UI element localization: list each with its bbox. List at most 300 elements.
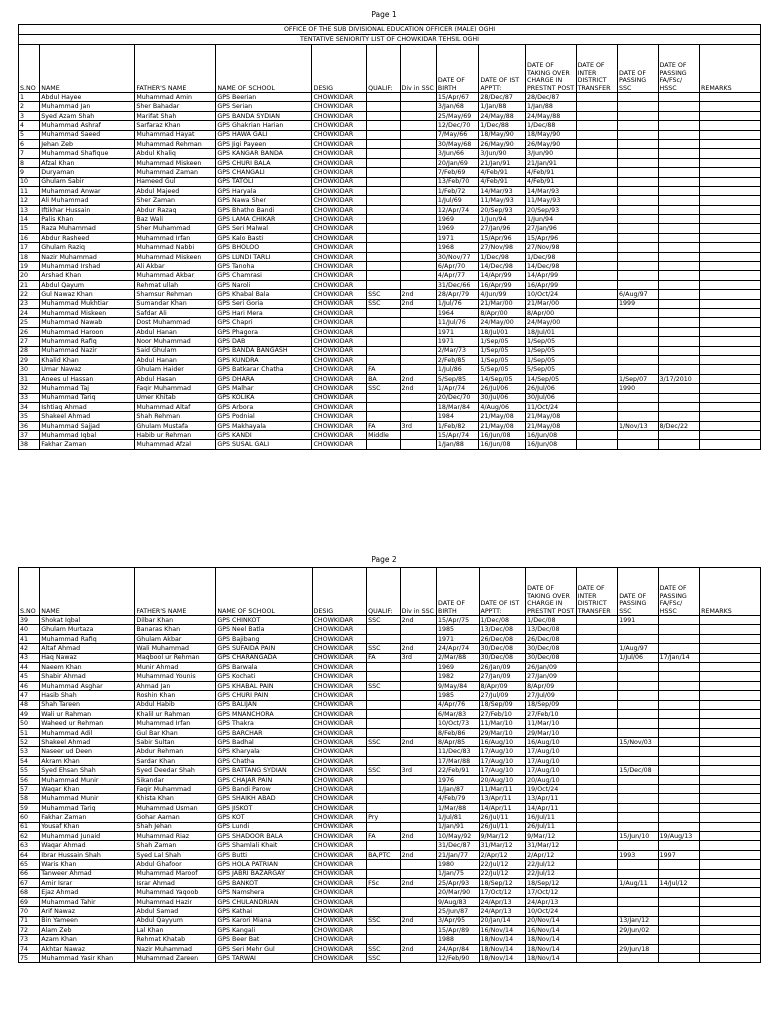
cell-date-of-birth: 2/Mar/88 bbox=[437, 653, 480, 662]
cell-name: Fakhar Zaman bbox=[40, 440, 135, 449]
column-header-sno: S.NO bbox=[19, 45, 40, 93]
cell-father-name: Sarfaraz Khan bbox=[135, 121, 216, 130]
column-header-remarks: REMARKS bbox=[700, 45, 761, 93]
cell-ssc-division bbox=[400, 412, 436, 421]
cell-date-of-birth: 9/Aug/83 bbox=[437, 897, 480, 906]
cell-charge-taking-date: 22/Jul/12 bbox=[526, 860, 577, 869]
cell-ssc-division bbox=[400, 130, 436, 139]
cell-designation: CHOWKIDAR bbox=[312, 308, 367, 317]
table-row bbox=[19, 691, 761, 700]
cell-remarks bbox=[700, 907, 761, 916]
cell-designation: CHOWKIDAR bbox=[312, 738, 367, 747]
cell-father-name: Banaras Khan bbox=[135, 625, 216, 634]
cell-date-of-birth: 1988 bbox=[437, 935, 480, 944]
cell-school-name: GPS CHULANDRIAN bbox=[216, 897, 312, 906]
cell-first-appointment-date: 9/Mar/12 bbox=[479, 831, 526, 840]
cell-remarks bbox=[700, 822, 761, 831]
cell-school-name: GPS Khabal Bala bbox=[216, 290, 312, 299]
cell-transfer-date bbox=[576, 775, 618, 784]
cell-hssc-passing-date: 3/17/2010 bbox=[658, 374, 699, 383]
cell-first-appointment-date: 26/Jan/09 bbox=[479, 662, 526, 671]
cell-ssc-division bbox=[400, 393, 436, 402]
cell-name: Shakeel Ahmad bbox=[40, 738, 135, 747]
cell-school-name: GPS BATTANG SYDIAN bbox=[216, 766, 312, 775]
cell-first-appointment-date: 16/Apr/99 bbox=[479, 280, 526, 289]
table-row bbox=[19, 327, 761, 336]
table-row bbox=[19, 935, 761, 944]
cell-charge-taking-date: 22/Jul/12 bbox=[526, 869, 577, 878]
cell-designation: CHOWKIDAR bbox=[312, 766, 367, 775]
cell-transfer-date bbox=[576, 841, 618, 850]
cell-name: Fakhar Zaman bbox=[40, 813, 135, 822]
table-row bbox=[19, 719, 761, 728]
cell-qualification bbox=[367, 337, 400, 346]
seniority-table bbox=[18, 24, 761, 450]
cell-transfer-date bbox=[576, 421, 617, 430]
cell-first-appointment-date: 4/Feb/91 bbox=[479, 168, 526, 177]
cell-name: Ghulam Murtaza bbox=[40, 625, 135, 634]
cell-charge-taking-date: 8/Apr/09 bbox=[526, 681, 577, 690]
cell-name: Akhtar Nawaz bbox=[40, 944, 135, 953]
cell-school-name: GPS KOT bbox=[216, 813, 312, 822]
table-row bbox=[19, 878, 761, 887]
cell-qualification bbox=[367, 271, 400, 280]
cell-first-appointment-date: 1/Jan/88 bbox=[479, 102, 526, 111]
cell-ssc-passing-date bbox=[618, 841, 658, 850]
cell-designation: CHOWKIDAR bbox=[312, 393, 367, 402]
cell-designation: CHOWKIDAR bbox=[312, 850, 367, 859]
cell-first-appointment-date: 1/Sep/05 bbox=[479, 346, 526, 355]
cell-qualification bbox=[367, 102, 400, 111]
cell-designation: CHOWKIDAR bbox=[312, 644, 367, 653]
cell-ssc-passing-date bbox=[618, 907, 658, 916]
cell-ssc-division bbox=[400, 93, 436, 102]
cell-charge-taking-date: 3/Jun/90 bbox=[525, 149, 576, 158]
cell-first-appointment-date: 2/Apr/12 bbox=[479, 850, 526, 859]
cell-ssc-division bbox=[400, 139, 436, 148]
cell-name: Abdul Qayum bbox=[40, 280, 135, 289]
cell-sno: 3 bbox=[19, 111, 40, 120]
cell-qualification bbox=[367, 327, 400, 336]
cell-ssc-passing-date bbox=[618, 634, 658, 643]
cell-remarks bbox=[700, 803, 761, 812]
cell-ssc-passing-date: 15/Jun/10 bbox=[618, 831, 658, 840]
cell-designation: CHOWKIDAR bbox=[312, 149, 367, 158]
cell-first-appointment-date: 18/Sep/09 bbox=[479, 700, 526, 709]
cell-first-appointment-date: 21/Jan/91 bbox=[479, 158, 526, 167]
cell-school-name: GPS Malhar bbox=[216, 384, 312, 393]
cell-ssc-passing-date bbox=[618, 233, 658, 242]
table-row bbox=[19, 431, 761, 440]
column-header-hssc-passing-date: DATE OF PASSING FA/FSc/ HSSC bbox=[658, 568, 700, 616]
cell-remarks bbox=[700, 653, 761, 662]
cell-designation: CHOWKIDAR bbox=[312, 355, 367, 364]
cell-transfer-date bbox=[576, 355, 617, 364]
cell-name: Waqar Ahmad bbox=[40, 841, 135, 850]
cell-hssc-passing-date bbox=[658, 841, 700, 850]
cell-transfer-date bbox=[576, 916, 618, 925]
cell-remarks bbox=[700, 431, 761, 440]
cell-date-of-birth: 1964 bbox=[436, 308, 479, 317]
cell-father-name: Ahmad Jan bbox=[135, 681, 216, 690]
cell-qualification: Middle bbox=[367, 431, 400, 440]
cell-remarks bbox=[700, 747, 761, 756]
cell-designation: CHOWKIDAR bbox=[312, 421, 367, 430]
table-row bbox=[19, 271, 761, 280]
cell-transfer-date bbox=[576, 709, 618, 718]
cell-hssc-passing-date bbox=[658, 944, 700, 953]
cell-hssc-passing-date bbox=[658, 897, 700, 906]
cell-remarks bbox=[700, 897, 761, 906]
cell-first-appointment-date: 21/Mar/00 bbox=[479, 299, 526, 308]
cell-school-name: GPS KANDI bbox=[216, 431, 312, 440]
table-row bbox=[19, 374, 761, 383]
cell-name: Muhammad Iqbal bbox=[40, 431, 135, 440]
cell-sno: 68 bbox=[19, 888, 40, 897]
cell-father-name: Abdul Majeed bbox=[135, 186, 216, 195]
column-header-date-of-birth: DATE OF BIRTH bbox=[437, 568, 480, 616]
cell-hssc-passing-date bbox=[658, 252, 699, 261]
cell-first-appointment-date: 11/Mar/11 bbox=[479, 785, 526, 794]
cell-ssc-division bbox=[400, 327, 436, 336]
page-2-label: Page 2 bbox=[371, 555, 397, 564]
cell-name: Tanweer Ahmad bbox=[40, 869, 135, 878]
cell-ssc-passing-date bbox=[618, 402, 658, 411]
table-row bbox=[19, 681, 761, 690]
cell-first-appointment-date: 1/Dec/98 bbox=[479, 252, 526, 261]
cell-remarks bbox=[700, 766, 761, 775]
cell-date-of-birth: 1971 bbox=[437, 634, 480, 643]
table-row bbox=[19, 944, 761, 953]
cell-qualification: SSC bbox=[367, 384, 400, 393]
cell-name: Hasib Shah bbox=[40, 691, 135, 700]
cell-school-name: GPS HAWA GALI bbox=[216, 130, 312, 139]
cell-first-appointment-date: 14/Sep/05 bbox=[479, 374, 526, 383]
cell-qualification bbox=[367, 747, 400, 756]
table-row bbox=[19, 888, 761, 897]
cell-sno: 52 bbox=[19, 738, 40, 747]
cell-name: Muhammad Yasir Khan bbox=[40, 954, 135, 963]
table-row bbox=[19, 916, 761, 925]
cell-ssc-passing-date bbox=[618, 860, 658, 869]
cell-remarks bbox=[700, 130, 761, 139]
cell-name: Gul Nawaz Khan bbox=[40, 290, 135, 299]
cell-transfer-date bbox=[576, 756, 618, 765]
cell-remarks bbox=[700, 393, 761, 402]
cell-remarks bbox=[700, 944, 761, 953]
cell-date-of-birth: 31/Dec/66 bbox=[436, 280, 479, 289]
cell-first-appointment-date: 13/Dec/08 bbox=[479, 625, 526, 634]
cell-first-appointment-date: 16/Aug/10 bbox=[479, 738, 526, 747]
cell-ssc-passing-date bbox=[618, 308, 658, 317]
cell-hssc-passing-date bbox=[658, 634, 700, 643]
cell-name: Waris Khan bbox=[40, 860, 135, 869]
cell-ssc-passing-date: 29/Jun/18 bbox=[618, 944, 658, 953]
cell-remarks bbox=[700, 888, 761, 897]
cell-father-name: Abdur Razaq bbox=[135, 205, 216, 214]
cell-father-name: Habib ur Rehman bbox=[135, 431, 216, 440]
cell-hssc-passing-date bbox=[658, 290, 699, 299]
cell-sno: 71 bbox=[19, 916, 40, 925]
cell-sno: 40 bbox=[19, 625, 40, 634]
cell-remarks bbox=[700, 662, 761, 671]
cell-ssc-division bbox=[400, 907, 436, 916]
cell-transfer-date bbox=[576, 215, 617, 224]
cell-ssc-passing-date bbox=[618, 662, 658, 671]
cell-father-name: Muhammad Akbar bbox=[135, 271, 216, 280]
cell-ssc-passing-date bbox=[618, 954, 658, 963]
cell-sno: 57 bbox=[19, 785, 40, 794]
cell-qualification bbox=[367, 935, 400, 944]
cell-remarks bbox=[700, 384, 761, 393]
cell-charge-taking-date: 2/Apr/12 bbox=[526, 850, 577, 859]
cell-date-of-birth: 1971 bbox=[436, 327, 479, 336]
cell-qualification bbox=[367, 634, 400, 643]
cell-school-name: GPS KANGAR BANDA bbox=[216, 149, 312, 158]
table-row bbox=[19, 813, 761, 822]
table-row bbox=[19, 130, 761, 139]
cell-ssc-division bbox=[400, 672, 436, 681]
cell-name: Muhammad Asghar bbox=[40, 681, 135, 690]
cell-transfer-date bbox=[576, 290, 617, 299]
cell-ssc-passing-date bbox=[618, 785, 658, 794]
cell-father-name: Muhammad Younis bbox=[135, 672, 216, 681]
cell-hssc-passing-date bbox=[658, 177, 699, 186]
cell-hssc-passing-date bbox=[658, 803, 700, 812]
cell-transfer-date bbox=[576, 186, 617, 195]
cell-remarks bbox=[700, 299, 761, 308]
cell-first-appointment-date: 21/May/08 bbox=[479, 421, 526, 430]
cell-hssc-passing-date: 19/Aug/13 bbox=[658, 831, 700, 840]
cell-first-appointment-date: 24/May/00 bbox=[479, 318, 526, 327]
cell-remarks bbox=[700, 111, 761, 120]
cell-father-name: Muhammad Rehman bbox=[135, 139, 216, 148]
cell-remarks bbox=[700, 177, 761, 186]
table-row bbox=[19, 728, 761, 737]
cell-ssc-passing-date bbox=[618, 700, 658, 709]
cell-transfer-date bbox=[576, 299, 617, 308]
cell-designation: CHOWKIDAR bbox=[312, 346, 367, 355]
cell-designation: CHOWKIDAR bbox=[312, 869, 367, 878]
cell-charge-taking-date: 11/Mar/10 bbox=[526, 719, 577, 728]
cell-ssc-division bbox=[400, 365, 436, 374]
cell-date-of-birth: 13/Feb/70 bbox=[436, 177, 479, 186]
cell-designation: CHOWKIDAR bbox=[312, 860, 367, 869]
cell-transfer-date bbox=[576, 318, 617, 327]
cell-charge-taking-date: 30/Dec/08 bbox=[526, 644, 577, 653]
cell-first-appointment-date: 16/Nov/14 bbox=[479, 925, 526, 934]
cell-qualification bbox=[367, 888, 400, 897]
cell-date-of-birth: 1/Feb/82 bbox=[436, 421, 479, 430]
cell-first-appointment-date: 4/Jun/99 bbox=[479, 290, 526, 299]
office-title: OFFICE OF THE SUB DIVISIONAL EDUCATION OFFICER (MALE) OGHI bbox=[19, 25, 761, 35]
cell-charge-taking-date: 1/Dec/98 bbox=[525, 252, 576, 261]
cell-first-appointment-date: 8/Apr/09 bbox=[479, 681, 526, 690]
cell-sno: 16 bbox=[19, 233, 40, 242]
cell-hssc-passing-date bbox=[658, 158, 699, 167]
cell-charge-taking-date: 10/Oct/24 bbox=[525, 290, 576, 299]
cell-charge-taking-date: 1/Dec/08 bbox=[526, 616, 577, 625]
cell-name: Duryaman bbox=[40, 168, 135, 177]
cell-date-of-birth: 1971 bbox=[436, 337, 479, 346]
cell-school-name: GPS Haryala bbox=[216, 186, 312, 195]
cell-name: Ejaz Ahmad bbox=[40, 888, 135, 897]
cell-hssc-passing-date bbox=[658, 700, 700, 709]
cell-qualification bbox=[367, 756, 400, 765]
cell-first-appointment-date: 29/Mar/10 bbox=[479, 728, 526, 737]
cell-ssc-division bbox=[400, 822, 436, 831]
cell-qualification bbox=[367, 794, 400, 803]
cell-name: Arif Nawaz bbox=[40, 907, 135, 916]
table-row bbox=[19, 634, 761, 643]
cell-designation: CHOWKIDAR bbox=[312, 412, 367, 421]
cell-remarks bbox=[700, 224, 761, 233]
cell-designation: CHOWKIDAR bbox=[312, 841, 367, 850]
cell-date-of-birth: 15/Apr/75 bbox=[437, 616, 480, 625]
cell-date-of-birth: 15/Apr/67 bbox=[436, 93, 479, 102]
cell-ssc-division: 3rd bbox=[400, 421, 436, 430]
cell-sno: 43 bbox=[19, 653, 40, 662]
cell-first-appointment-date: 1/Jun/94 bbox=[479, 215, 526, 224]
cell-school-name: GPS JISKOT bbox=[216, 803, 312, 812]
cell-ssc-division bbox=[400, 813, 436, 822]
cell-ssc-division: 2nd bbox=[400, 878, 436, 887]
table-row bbox=[19, 196, 761, 205]
cell-first-appointment-date: 14/Mar/93 bbox=[479, 186, 526, 195]
cell-remarks bbox=[700, 850, 761, 859]
cell-charge-taking-date: 21/May/08 bbox=[525, 421, 576, 430]
cell-school-name: GPS Karori Miana bbox=[216, 916, 312, 925]
cell-remarks bbox=[700, 271, 761, 280]
cell-ssc-division bbox=[400, 719, 436, 728]
cell-name: Muhammad Miskeen bbox=[40, 308, 135, 317]
cell-sno: 4 bbox=[19, 121, 40, 130]
cell-school-name: GPS LUNDI TARLI bbox=[216, 252, 312, 261]
column-header-first-appointment-date: DATE OF IST APPTT: bbox=[479, 568, 526, 616]
cell-ssc-division bbox=[400, 775, 436, 784]
cell-ssc-passing-date bbox=[618, 747, 658, 756]
cell-name: Iftikhar Hussain bbox=[40, 205, 135, 214]
cell-name: Syed Ehsan Shah bbox=[40, 766, 135, 775]
cell-father-name: Roshin Khan bbox=[135, 691, 216, 700]
cell-hssc-passing-date bbox=[658, 785, 700, 794]
cell-qualification bbox=[367, 196, 400, 205]
cell-qualification bbox=[367, 672, 400, 681]
column-header-hssc-passing-date: DATE OF PASSING FA/FSc/ HSSC bbox=[658, 45, 699, 93]
cell-qualification: BA,PTC bbox=[367, 850, 400, 859]
cell-charge-taking-date: 1/Jun/94 bbox=[525, 215, 576, 224]
cell-hssc-passing-date bbox=[658, 318, 699, 327]
cell-date-of-birth: 7/Feb/69 bbox=[436, 168, 479, 177]
cell-father-name: Khista Khan bbox=[135, 794, 216, 803]
cell-transfer-date bbox=[576, 935, 618, 944]
cell-designation: CHOWKIDAR bbox=[312, 888, 367, 897]
cell-transfer-date bbox=[576, 308, 617, 317]
cell-father-name: Muhammad Hayat bbox=[135, 130, 216, 139]
cell-hssc-passing-date: 8/Dec/22 bbox=[658, 421, 699, 430]
cell-name: Shokat Iqbal bbox=[40, 616, 135, 625]
cell-school-name: GPS Podnial bbox=[216, 412, 312, 421]
cell-father-name: Ali Akbar bbox=[135, 262, 216, 271]
cell-sno: 38 bbox=[19, 440, 40, 449]
cell-charge-taking-date: 20/Sep/93 bbox=[525, 205, 576, 214]
column-header-school-name: NAME OF SCHOOL bbox=[216, 45, 312, 93]
cell-ssc-passing-date bbox=[618, 897, 658, 906]
cell-ssc-passing-date bbox=[618, 318, 658, 327]
cell-father-name: Syed Deedar Shah bbox=[135, 766, 216, 775]
cell-charge-taking-date: 27/Feb/10 bbox=[526, 709, 577, 718]
cell-designation: CHOWKIDAR bbox=[312, 700, 367, 709]
cell-name: Muhammad Mukhtiar bbox=[40, 299, 135, 308]
cell-transfer-date bbox=[576, 327, 617, 336]
cell-father-name: Muhammad Miskeen bbox=[135, 158, 216, 167]
cell-designation: CHOWKIDAR bbox=[312, 925, 367, 934]
cell-sno: 10 bbox=[19, 177, 40, 186]
cell-qualification: FA bbox=[367, 653, 400, 662]
cell-date-of-birth: 15/Apr/74 bbox=[436, 431, 479, 440]
cell-name: Ghulam Raziq bbox=[40, 243, 135, 252]
cell-designation: CHOWKIDAR bbox=[312, 916, 367, 925]
cell-hssc-passing-date bbox=[658, 766, 700, 775]
cell-name: Muhammad Irshad bbox=[40, 262, 135, 271]
cell-hssc-passing-date bbox=[658, 672, 700, 681]
cell-qualification: SSC bbox=[367, 738, 400, 747]
cell-sno: 46 bbox=[19, 681, 40, 690]
cell-ssc-passing-date bbox=[618, 681, 658, 690]
cell-charge-taking-date: 18/Nov/14 bbox=[526, 944, 577, 953]
cell-remarks bbox=[700, 318, 761, 327]
cell-ssc-division bbox=[400, 794, 436, 803]
cell-name: Arshad Khan bbox=[40, 271, 135, 280]
cell-remarks bbox=[700, 644, 761, 653]
table-row bbox=[19, 205, 761, 214]
cell-qualification bbox=[367, 243, 400, 252]
cell-first-appointment-date: 30/Dec/08 bbox=[479, 653, 526, 662]
cell-ssc-passing-date bbox=[618, 252, 658, 261]
cell-sno: 65 bbox=[19, 860, 40, 869]
cell-qualification bbox=[367, 897, 400, 906]
cell-qualification bbox=[367, 709, 400, 718]
cell-ssc-passing-date bbox=[618, 102, 658, 111]
cell-remarks bbox=[700, 925, 761, 934]
cell-name: Muhammad Adil bbox=[40, 728, 135, 737]
cell-ssc-passing-date bbox=[618, 337, 658, 346]
cell-name: Ghulam Sabir bbox=[40, 177, 135, 186]
cell-father-name: Shamsur Rehman bbox=[135, 290, 216, 299]
cell-designation: CHOWKIDAR bbox=[312, 243, 367, 252]
cell-transfer-date bbox=[576, 616, 618, 625]
cell-date-of-birth: 3/Jun/66 bbox=[436, 149, 479, 158]
cell-hssc-passing-date bbox=[658, 431, 699, 440]
cell-sno: 75 bbox=[19, 954, 40, 963]
cell-hssc-passing-date bbox=[658, 327, 699, 336]
cell-remarks bbox=[700, 440, 761, 449]
cell-hssc-passing-date bbox=[658, 337, 699, 346]
table-row bbox=[19, 355, 761, 364]
cell-qualification bbox=[367, 224, 400, 233]
cell-remarks bbox=[700, 831, 761, 840]
cell-date-of-birth: 1976 bbox=[437, 775, 480, 784]
cell-designation: CHOWKIDAR bbox=[312, 719, 367, 728]
cell-ssc-division bbox=[400, 709, 436, 718]
cell-charge-taking-date: 11/Oct/24 bbox=[525, 402, 576, 411]
table-row bbox=[19, 841, 761, 850]
cell-date-of-birth: 4/Feb/79 bbox=[437, 794, 480, 803]
cell-ssc-division bbox=[400, 271, 436, 280]
cell-designation: CHOWKIDAR bbox=[312, 93, 367, 102]
cell-sno: 27 bbox=[19, 337, 40, 346]
cell-ssc-division bbox=[400, 355, 436, 364]
